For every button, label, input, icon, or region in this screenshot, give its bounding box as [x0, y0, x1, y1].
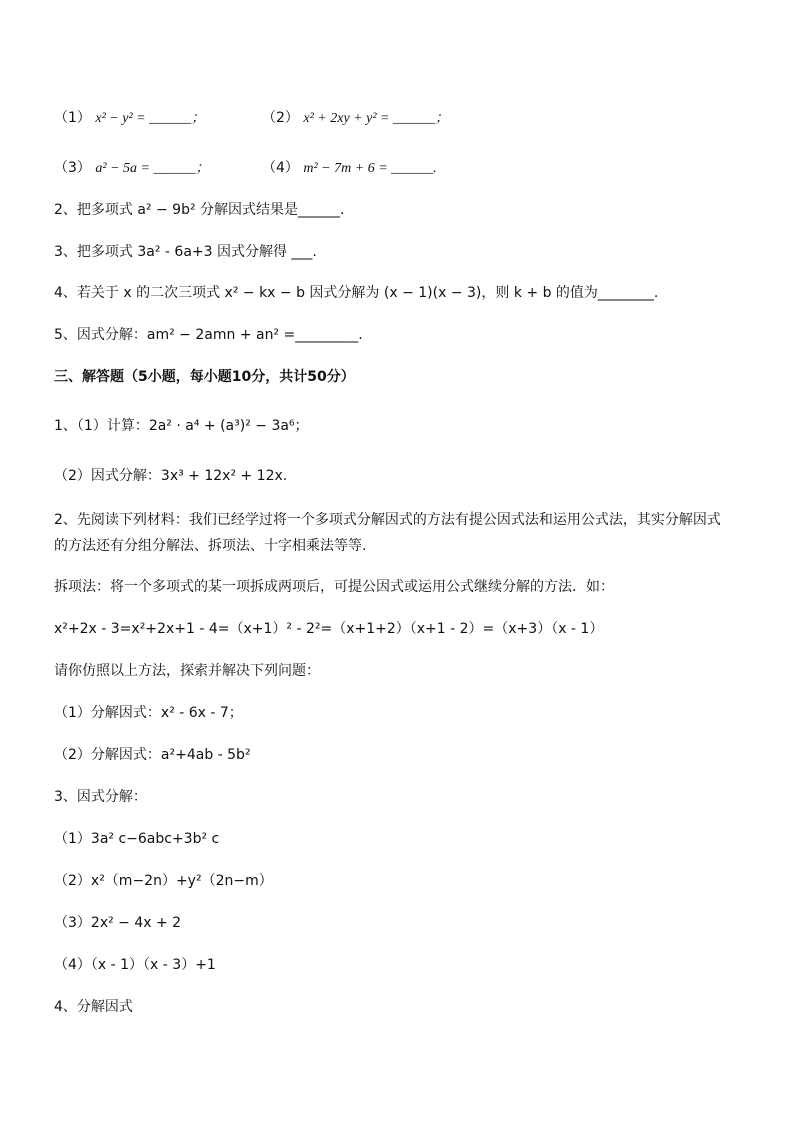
problem-2-sub-2: （2）分解因式：a²+4ab - 5b² [54, 747, 251, 763]
fill-in-question-5: 5、因式分解：am² − 2amn + an² =_________. [54, 327, 363, 343]
fill-in-item-1-expr: x² − y² = ______； [95, 111, 206, 126]
problem-3-title: 3、因式分解： [54, 789, 147, 805]
problem-3-sub-4: （4）（x - 1）（x - 3）+1 [54, 957, 216, 973]
fill-in-item-1-label: （1） [54, 110, 91, 126]
fill-in-item-4-expr: m² − 7m + 6 = ______. [303, 161, 437, 176]
fill-in-item-3-expr: a² − 5a = ______； [95, 161, 210, 176]
fill-in-item-2-expr: x² + 2xy + y² = ______； [303, 111, 449, 126]
section-3-title: 三、解答题（5小题，每小题10分，共计50分） [54, 369, 355, 385]
problem-1-part-1: 1、（1）计算：2a² · a⁴ + (a³)² − 3a⁶； [54, 418, 309, 434]
problem-4-title: 4、分解因式 [54, 999, 133, 1015]
problem-3-sub-1: （1）3a² c−6abc+3b² c [54, 831, 220, 847]
fill-in-item-4-label: （4） [262, 160, 299, 176]
problem-2-task: 请你仿照以上方法，探索并解决下列问题： [54, 663, 320, 679]
fill-in-item-2-label: （2） [262, 110, 299, 126]
problem-2-method: 拆项法：将一个多项式的某一项拆成两项后，可提公因式或运用公式继续分解的方法．如： [54, 579, 614, 595]
fill-in-item-2 [262, 108, 449, 129]
problem-3-sub-3: （3）2x² − 4x + 2 [54, 915, 182, 931]
problem-2-sub-1: （1）分解因式：x² - 6x - 7； [54, 705, 243, 721]
problem-3-sub-2: （2）x²（m−2n）+y²（2n−m） [54, 873, 273, 889]
fill-in-question-3: 3、把多项式 3a² - 6a+3 因式分解得 ___. [54, 244, 317, 260]
fill-in-item-1 [54, 108, 205, 129]
fill-in-question-4: 4、若关于 x 的二次三项式 x² − kx − b 因式分解为 (x − 1)(x − 3)，则 k + b 的值为________. [54, 285, 659, 301]
problem-2-intro: 2、先阅读下列材料：我们已经学过将一个多项式分解因式的方法有提公因式法和运用公式法，其实分解因式的方法还有分组分解法、拆项法、十字相乘法等等. [54, 512, 721, 554]
problem-2-example: x²+2x - 3=x²+2x+1 - 4=（x+1）² - 2²=（x+1+2）（x+1 - 2）=（x+3）（x - 1） [54, 621, 604, 637]
fill-in-item-3-label: （3） [54, 160, 91, 176]
fill-in-item-4 [262, 158, 437, 179]
fill-in-item-3 [54, 158, 209, 179]
problem-1-part-2: （2）因式分解：3x³ + 12x² + 12x. [54, 468, 288, 484]
fill-in-question-2: 2、把多项式 a² − 9b² 分解因式结果是______. [54, 202, 345, 218]
